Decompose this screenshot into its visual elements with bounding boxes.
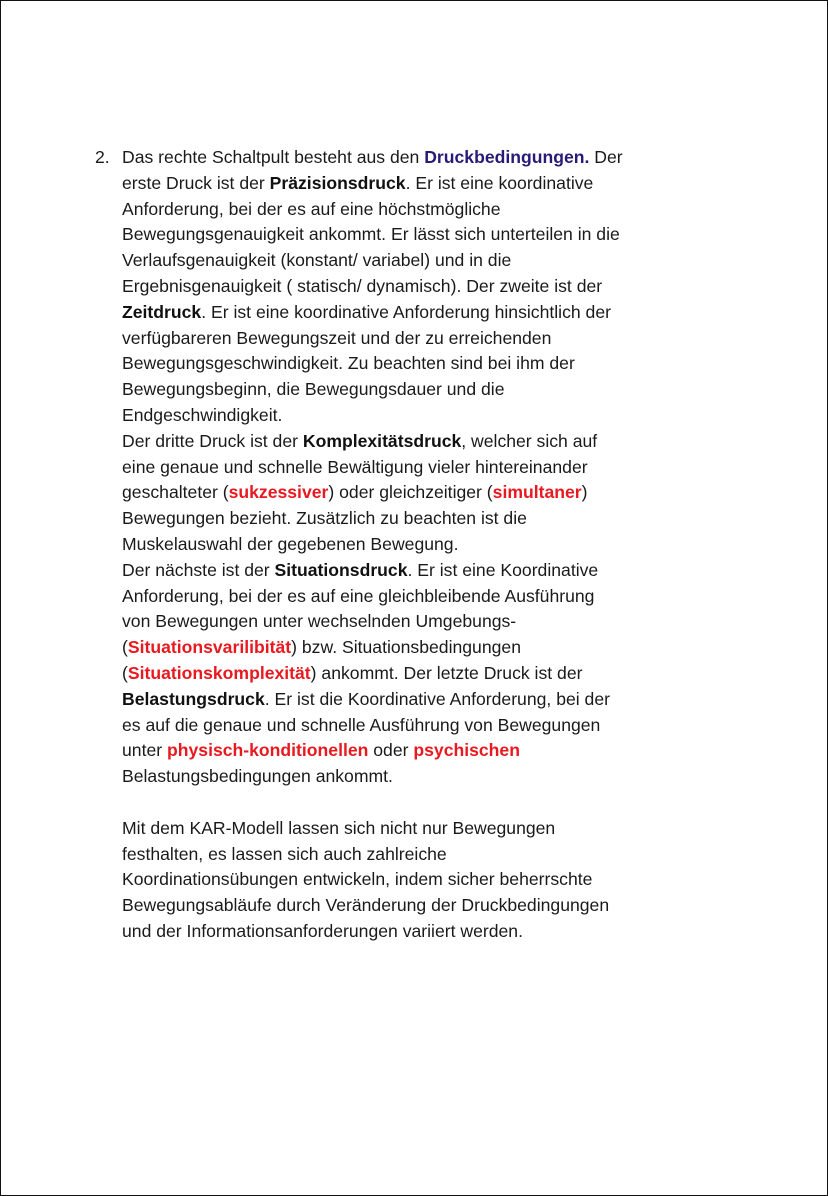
text-run: Der: [589, 147, 623, 167]
closing-paragraph: [122, 816, 695, 945]
text-run: (: [122, 637, 128, 658]
highlighted-term: Situationsvarilibität: [127, 637, 292, 658]
text-line: [122, 532, 695, 558]
text-line: [122, 274, 695, 300]
text-line: [122, 403, 695, 429]
bold-term: Präzisionsdruck: [269, 172, 406, 193]
list-item-number: 2.: [95, 147, 110, 167]
text-run: geschalteter (: [122, 482, 229, 503]
text-run: Endgeschwindigkeit.: [122, 404, 283, 425]
text-run: . Er ist die Koordinative Anforderung, bei der: [264, 688, 610, 709]
text-line: [122, 738, 695, 764]
text-run: eine genaue und schnelle Bewältigung vieler hintereinander: [122, 456, 588, 477]
text-run: Muskelauswahl der gegebenen Bewegung.: [122, 533, 459, 554]
text-run: verfügbareren Bewegungszeit und der zu erreichenden: [122, 327, 552, 348]
text-run: ) ankommt. Der letzte Druck ist der: [310, 662, 583, 683]
bold-term: Komplexitätsdruck: [302, 430, 462, 451]
text-run: Verlaufsgenauigkeit (konstant/ variabel) und in die: [122, 250, 512, 271]
bold-term: Situationsdruck: [274, 559, 408, 580]
text-line: [122, 713, 695, 739]
text-run: erste Druck ist der: [122, 172, 270, 193]
text-run: , welcher sich auf: [461, 430, 598, 451]
bold-term: Druckbedingungen.: [424, 147, 590, 167]
text-line: [122, 764, 695, 790]
text-run: Bewegungsbeginn, die Bewegungsdauer und die: [122, 379, 505, 400]
text-line: [122, 248, 695, 274]
text-run: . Er ist eine koordinative Anforderung hinsichtlich der: [201, 301, 611, 322]
text-run: es auf die genaue und schnelle Ausführung von Bewegungen: [122, 714, 601, 735]
page-content: [95, 145, 695, 945]
text-run: Der dritte Druck ist der: [122, 430, 303, 451]
text-run: . Er ist eine koordinative: [405, 172, 594, 193]
text-run: unter: [122, 740, 167, 761]
text-run: ): [581, 482, 588, 503]
text-line: [122, 584, 695, 610]
text-line: und der Informationsanforderungen variiert werden.: [122, 920, 523, 941]
text-line: Koordinationsübungen entwickeln, indem sicher beherrschte: [122, 869, 593, 890]
text-line: [122, 506, 695, 532]
text-run: ) bzw. Situationsbedingungen: [291, 637, 521, 658]
text-run: Bewegungsgeschwindigkeit. Zu beachten sind bei ihm der: [122, 353, 575, 374]
bold-term: Zeitdruck: [122, 301, 202, 322]
text-line: [122, 326, 695, 352]
bold-term: Belastungsdruck: [122, 688, 265, 709]
highlighted-term: physisch-konditionellen: [167, 740, 369, 761]
text-run: Ergebnisgenauigkeit ( statisch/ dynamisch). Der zweite ist der: [122, 275, 603, 296]
text-run: Anforderung, bei der es auf eine gleichbleibende Ausführung: [122, 585, 595, 606]
text-line: [122, 480, 695, 506]
text-line: [122, 351, 695, 377]
text-run: Der nächste ist der: [122, 559, 275, 580]
text-line: [122, 455, 695, 481]
text-run: oder: [368, 740, 414, 761]
text-run: (: [122, 662, 128, 683]
text-line: [122, 609, 695, 635]
text-run: Bewegungsgenauigkeit ankommt. Er lässt sich unterteilen in die: [122, 224, 620, 245]
text-run: Anforderung, bei der es auf eine höchstmögliche: [122, 198, 501, 219]
text-line: [122, 300, 695, 326]
text-run: ) oder gleichzeitiger (: [328, 482, 493, 503]
text-line: [122, 635, 695, 661]
text-line: [122, 558, 695, 584]
highlighted-term: Situationskomplexität: [127, 662, 311, 683]
text-line: [122, 145, 695, 171]
list-item-2: [95, 145, 695, 790]
highlighted-term: sukzessiver: [228, 482, 329, 503]
text-line: [122, 171, 695, 197]
text-run: . Er ist eine Koordinative: [407, 559, 599, 580]
list-item-body: [122, 145, 695, 790]
text-line: Bewegungsabläufe durch Veränderung der Druckbedingungen: [122, 895, 610, 916]
text-line: [122, 377, 695, 403]
text-run: Bewegungen bezieht. Zusätzlich zu beachten ist die: [122, 508, 527, 529]
text-line: festhalten, es lassen sich auch zahlreiche: [122, 843, 447, 864]
text-line: Mit dem KAR-Modell lassen sich nicht nur Bewegungen: [122, 817, 556, 838]
text-line: [122, 222, 695, 248]
highlighted-term: simultaner: [492, 482, 582, 503]
text-line: [122, 687, 695, 713]
text-run: Das rechte Schaltpult besteht aus den: [122, 147, 425, 167]
text-run: von Bewegungen unter wechselnden Umgebungs-: [122, 611, 517, 632]
text-line: [122, 429, 695, 455]
highlighted-term: psychischen: [413, 740, 520, 761]
paragraph-spacer: [95, 790, 695, 816]
text-line: [122, 197, 695, 223]
text-line: [122, 661, 695, 687]
text-run: Belastungsbedingungen ankommt.: [122, 766, 393, 787]
